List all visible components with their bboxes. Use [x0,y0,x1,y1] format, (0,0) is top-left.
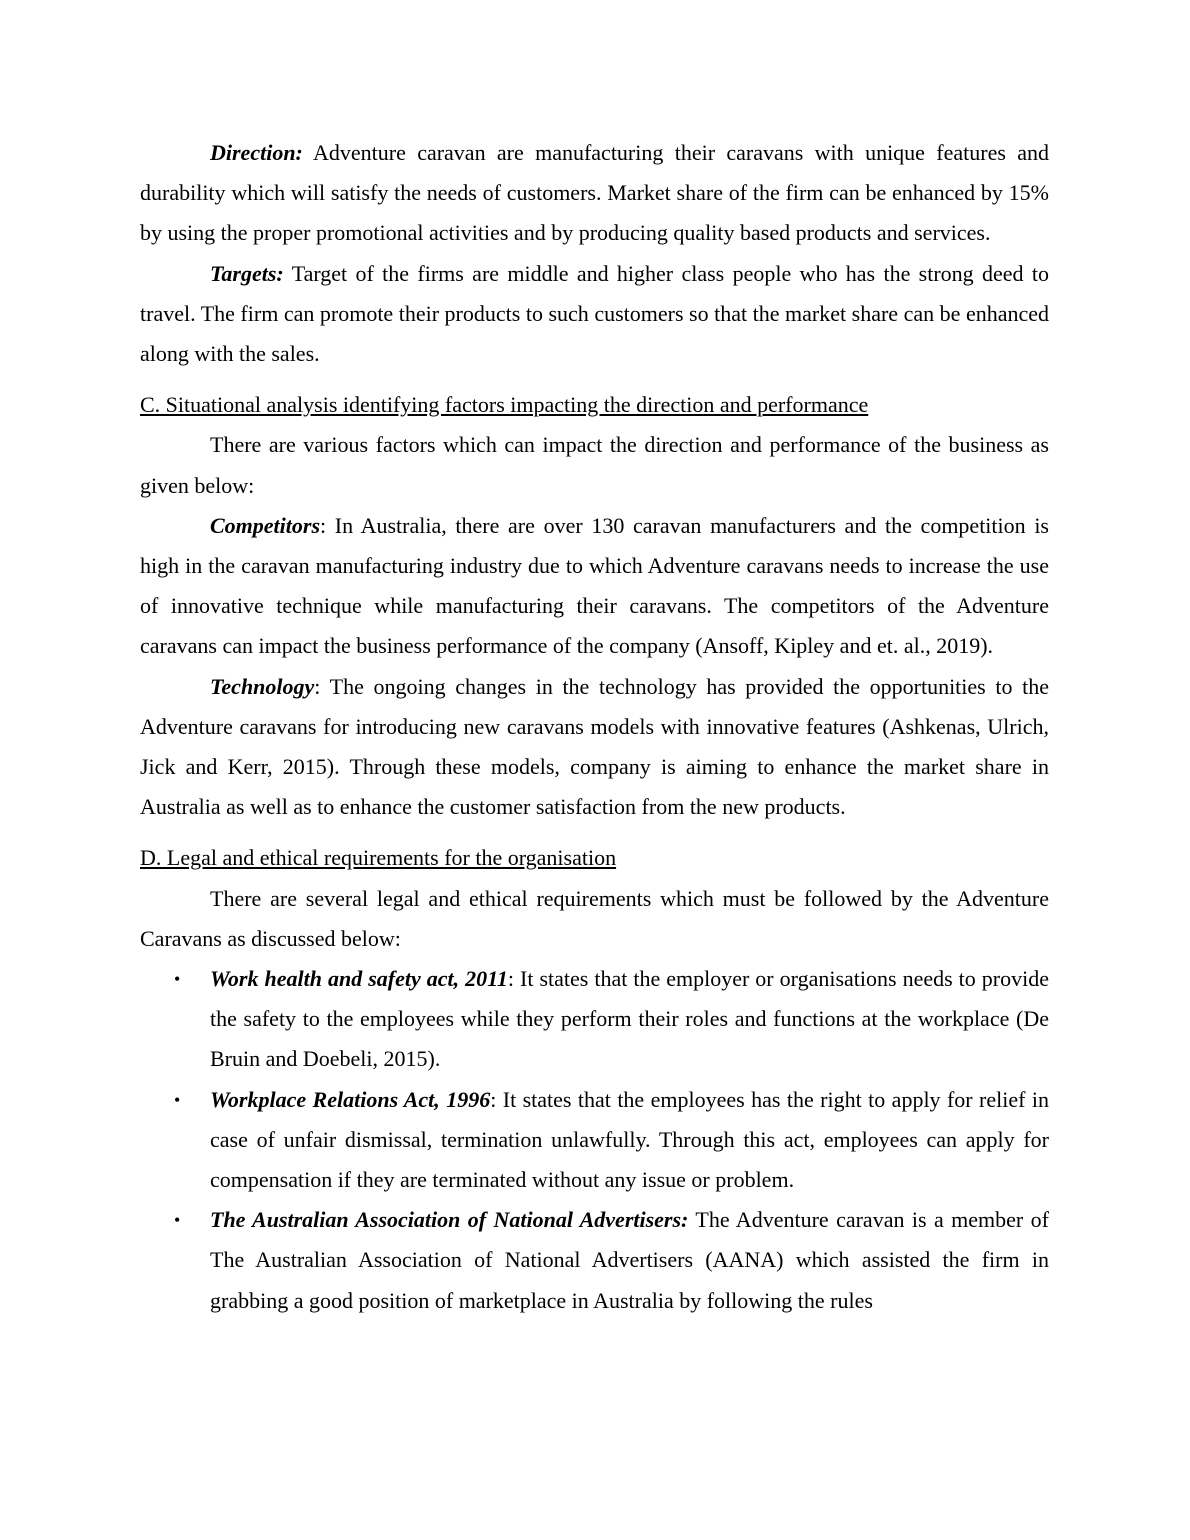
bullet-icon: • [174,969,181,990]
targets-label: Targets: [210,260,284,286]
legal-requirements-list [140,959,1049,1321]
targets-paragraph [140,254,1049,375]
section-d-intro: There are several legal and ethical requirements which must be followed by the Adventure Caravans as discussed below: [140,885,1049,951]
technology-text: : The ongoing changes in the technology has provided the opportunities to the Adventure caravans for introducing new caravans models with innovative features (Ashkenas, Ulrich, Jick and Kerr, 2015). Through these models, company is aiming to enhance the market share in Australia as well as to enhance the customer satisfaction from the new products. [140,673,1049,820]
direction-text: Adventure caravan are manufacturing their caravans with unique features and durability which will satisfy the needs of customers. Market share of the firm can be enhanced by 15% by using the proper promotional activities and by producing quality based products and services. [140,140,1049,246]
bullet-icon: • [174,1210,181,1231]
section-c-intro: There are various factors which can impact the direction and performance of the business as given below: [140,432,1049,498]
requirement-text: : It states that the employees has the right to apply for relief in case of unfair dismissal, termination unlawfully. Through this act, employees can apply for compensation if they are terminated without any issue or problem. [210,1086,1049,1193]
competitors-text: : In Australia, there are over 130 caravan manufacturers and the competition is high in the caravan manufacturing industry due to which Adventure caravans needs to increase the use of innovative technique while manufacturing their caravans. The competitors of the Adventure caravans can impact the business performance of the company (Ansoff, Kipley and et. al., 2019). [140,512,1049,659]
section-c-heading: C. Situational analysis identifying factors impacting the direction and performance [140,392,869,418]
technology-paragraph [140,667,1049,828]
requirement-text: The Adventure caravan is a member of The Australian Association of National Advertisers (AANA) which assisted the firm in grabbing a good position of marketplace in Australia by following the rules [210,1207,1049,1313]
section-d-heading: D. Legal and ethical requirements for the organisation [140,845,617,871]
direction-paragraph [140,133,1049,254]
list-item [140,959,1049,1080]
list-item [140,1080,1049,1201]
requirement-label: Work health and safety act, 2011 [210,966,508,992]
direction-label: Direction: [210,140,303,165]
list-item [140,1200,1049,1321]
competitors-paragraph [140,506,1049,667]
targets-text: Target of the firms are middle and higher class people who has the strong deed to travel. The firm can promote their products to such customers so that the market share can be enhanced along with the sales. [140,260,1049,367]
bullet-icon: • [174,1089,181,1110]
requirement-label: The Australian Association of National Advertisers: [210,1207,689,1233]
requirement-label: Workplace Relations Act, 1996 [210,1086,491,1112]
competitors-label: Competitors [210,512,321,538]
technology-label: Technology [210,673,315,699]
document-page [140,133,1049,1321]
requirement-text: : It states that the employer or organisations needs to provide the safety to the employees while they perform their roles and functions at the workplace (De Bruin and Doebeli, 2015). [210,966,1049,1072]
